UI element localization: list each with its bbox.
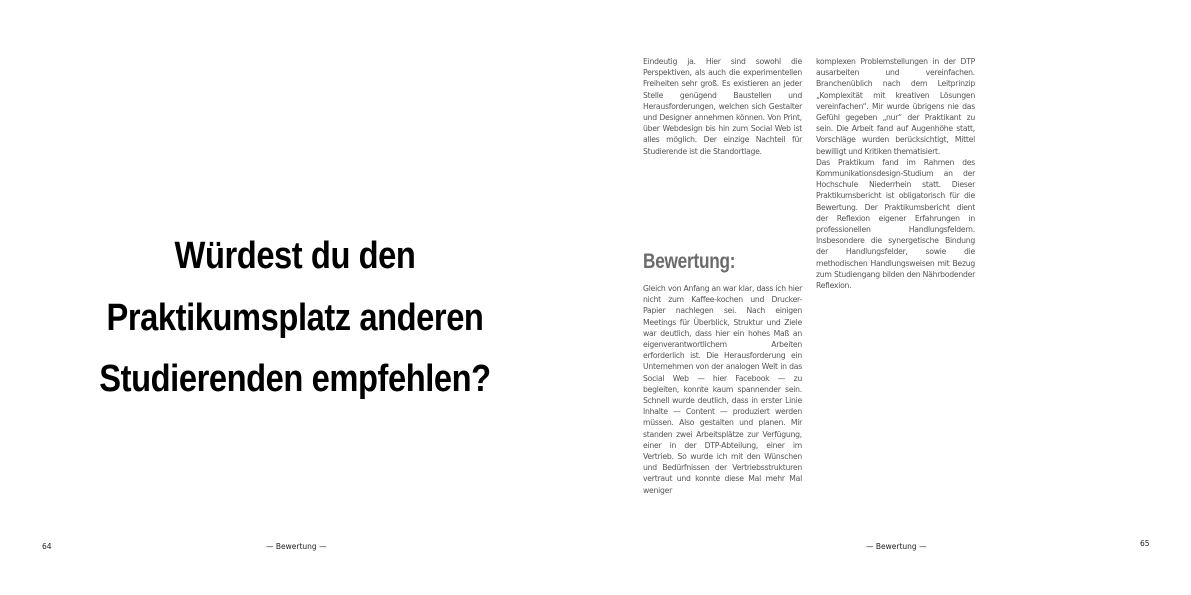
left-page (0, 0, 595, 595)
page-number-right: 65 (1140, 539, 1150, 548)
footer-section-label-right: — Bewertung — (866, 542, 927, 551)
section-heading-bewertung: Bewertung: (643, 250, 736, 273)
answer-paragraph: Eindeutig ja. Hier sind sowohl die Perspektiven, als auch die experimentellen Freiheiten sehr groß. Es existieren an jeder Stelle genügend Baustellen und Herausforderungen, welchen sich Gestalter und Designer annehmen können. Von Print, über Webdesign bis hin zum Social Web ist alles möglich. Der einzige Nachteil für Studierende ist die Standortlage. (643, 57, 802, 156)
page-number-left: 64 (42, 542, 52, 551)
evaluation-paragraph: Gleich von Anfang an war klar, dass ich hier nicht zum Kaffee-kochen und Drucker-Papier nachlegen sei. Nach einigen Meetings für Überblick, Struktur und Ziele war deutlich, dass hier ein hohes Maß an eigenverantwortlichem Arbeiten erforderlich ist. Die Herausforderung ein Unternehmen von der analogen Welt in das Social Web — hier Facebook — zu begleiten, konnte kaum spannender sein. Schnell wurde deutlich, dass in erster Linie Inhalte — Content — produziert werden müssen. Also gestalten und planen. Mir standen zwei Arbeitsplätze zur Verfügung, einer in der DTP-Abteilung, einer im Vertrieb. So wurde ich mit den Wünschen und Bedürfnissen der Vertriebsstrukturen vertraut und konnte diese Mal mehr Mal weniger (643, 284, 802, 495)
footer-section-label-left: — Bewertung — (266, 542, 327, 551)
continued-paragraph: komplexen Problemstellungen in der DTP ausarbeiten und vereinfachen. Branchenüblich nach dem Leitprinzip „Komplexität mit kreativen Lösungen vereinfachen“. Mir wurde übrigens nie das Gefühl gegeben „nur“ der Praktikant zu sein. Die Arbeit fand auf Augenhöhe statt, Vorschläge wurden berücksichtigt, Mittel bewilligt und Kritiken thematisiert. (816, 57, 975, 156)
answer-column (643, 56, 802, 157)
right-page (596, 0, 1191, 595)
closing-paragraph: Das Praktikum fand im Rahmen des Kommunikationsdesign-Studium an der Hochschule Niederrhein statt. Dieser Praktikumsbericht ist obligatorisch für die Bewertung. Der Praktikumsbericht dient der Reflexion eigener Erfahrungen in professionellen Handlungsfeldern. Insbesondere die synergetische Bindung der Handlungsfelder, sowie die methodischen Handlungsweisen mit Bezug zum Studiengang bilden den Nährbodender Reflexion. (816, 157, 975, 291)
page-question-heading: Würdest du den Praktikumsplatz anderen Studierenden empfehlen? (99, 235, 491, 401)
evaluation-column (643, 283, 802, 496)
continued-column (816, 56, 975, 291)
